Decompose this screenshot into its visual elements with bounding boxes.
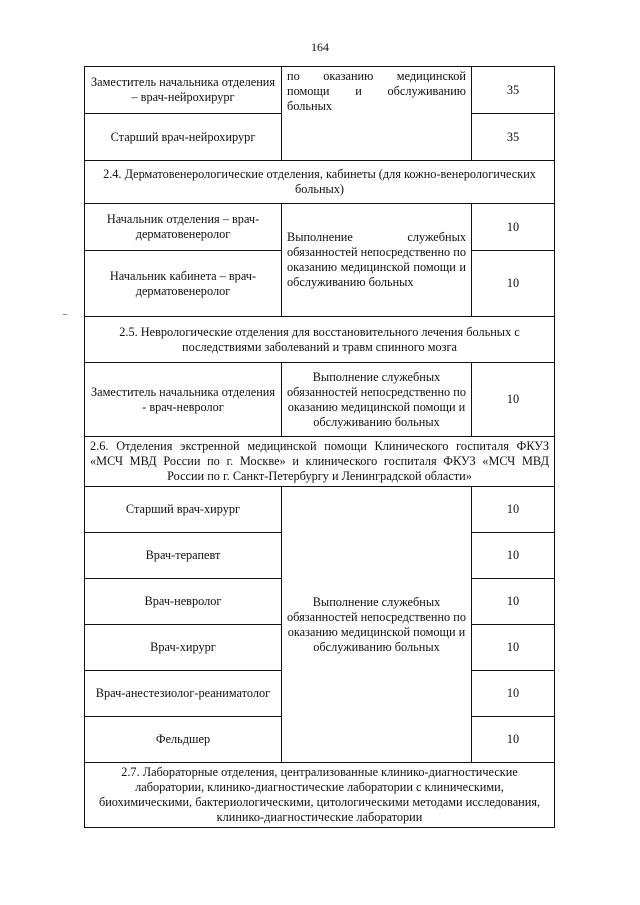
section-header-row: [85, 437, 555, 487]
position-cell: Заместитель начальника отделения – врач-нейрохирург: [85, 67, 282, 114]
section-title: 2.5. Неврологические отделения для восстановительного лечения больных с последствиями заболеваний и травм спинного мозга: [85, 317, 555, 363]
position-cell: Старший врач-нейрохирург: [85, 114, 282, 161]
table-row: [85, 487, 555, 533]
position-cell: Старший врач-хирург: [85, 487, 282, 533]
position-cell: Начальник отделения – врач-дерматовенеролог: [85, 204, 282, 251]
section-title: 2.4. Дерматовенерологические отделения, кабинеты (для кожно-венерологических больных): [85, 161, 555, 204]
value-cell: 10: [472, 204, 555, 251]
value-cell: 10: [472, 579, 555, 625]
value-cell: 10: [472, 625, 555, 671]
value-cell: 10: [472, 251, 555, 317]
duty-cell: Выполнение служебных обязанностей непосредственно по оказанию медицинской помощи и обслуживанию больных: [282, 363, 472, 437]
position-cell: Врач-невролог: [85, 579, 282, 625]
value-cell: 10: [472, 363, 555, 437]
margin-mark: [63, 314, 67, 315]
value-cell: 10: [472, 533, 555, 579]
duty-cell: Выполнение служебных обязанностей непосредственно по оказанию медицинской помощи и обслуживанию больных: [282, 487, 472, 763]
duty-cell: Выполнение служебных обязанностей непосредственно по оказанию медицинской помощи и обслуживанию больных: [282, 204, 472, 317]
page-number: 164: [311, 40, 329, 54]
allowance-table: [84, 66, 555, 828]
value-cell: 35: [472, 67, 555, 114]
position-cell: Врач-терапевт: [85, 533, 282, 579]
position-cell: Фельдшер: [85, 717, 282, 763]
value-cell: 35: [472, 114, 555, 161]
table-row: [85, 363, 555, 437]
value-cell: 10: [472, 717, 555, 763]
duty-cell: по оказанию медицинской помощи и обслуживанию больных: [282, 67, 472, 161]
table-row: [85, 67, 555, 114]
section-header-row: [85, 317, 555, 363]
section-title: 2.7. Лабораторные отделения, централизованные клинико-диагностические лаборатории, клинико-диагностические лаборатории с клиническими, биохимическими, бактериологическими, цитологическими методами исследования, клинико-диагностические лаборатории: [85, 763, 555, 828]
section-header-row: [85, 763, 555, 828]
position-cell: Врач-анестезиолог-реаниматолог: [85, 671, 282, 717]
value-cell: 10: [472, 487, 555, 533]
position-cell: Врач-хирург: [85, 625, 282, 671]
value-cell: 10: [472, 671, 555, 717]
table-row: [85, 204, 555, 251]
section-title: 2.6. Отделения экстренной медицинской помощи Клинического госпиталя ФКУЗ «МСЧ МВД России по г. Москве» и клинического госпиталя ФКУЗ «МСЧ МВД России по г. Санкт-Петербургу и Ленинградской области»: [85, 437, 555, 487]
position-cell: Заместитель начальника отделения - врач-невролог: [85, 363, 282, 437]
position-cell: Начальник кабинета – врач-дерматовенеролог: [85, 251, 282, 317]
section-header-row: [85, 161, 555, 204]
